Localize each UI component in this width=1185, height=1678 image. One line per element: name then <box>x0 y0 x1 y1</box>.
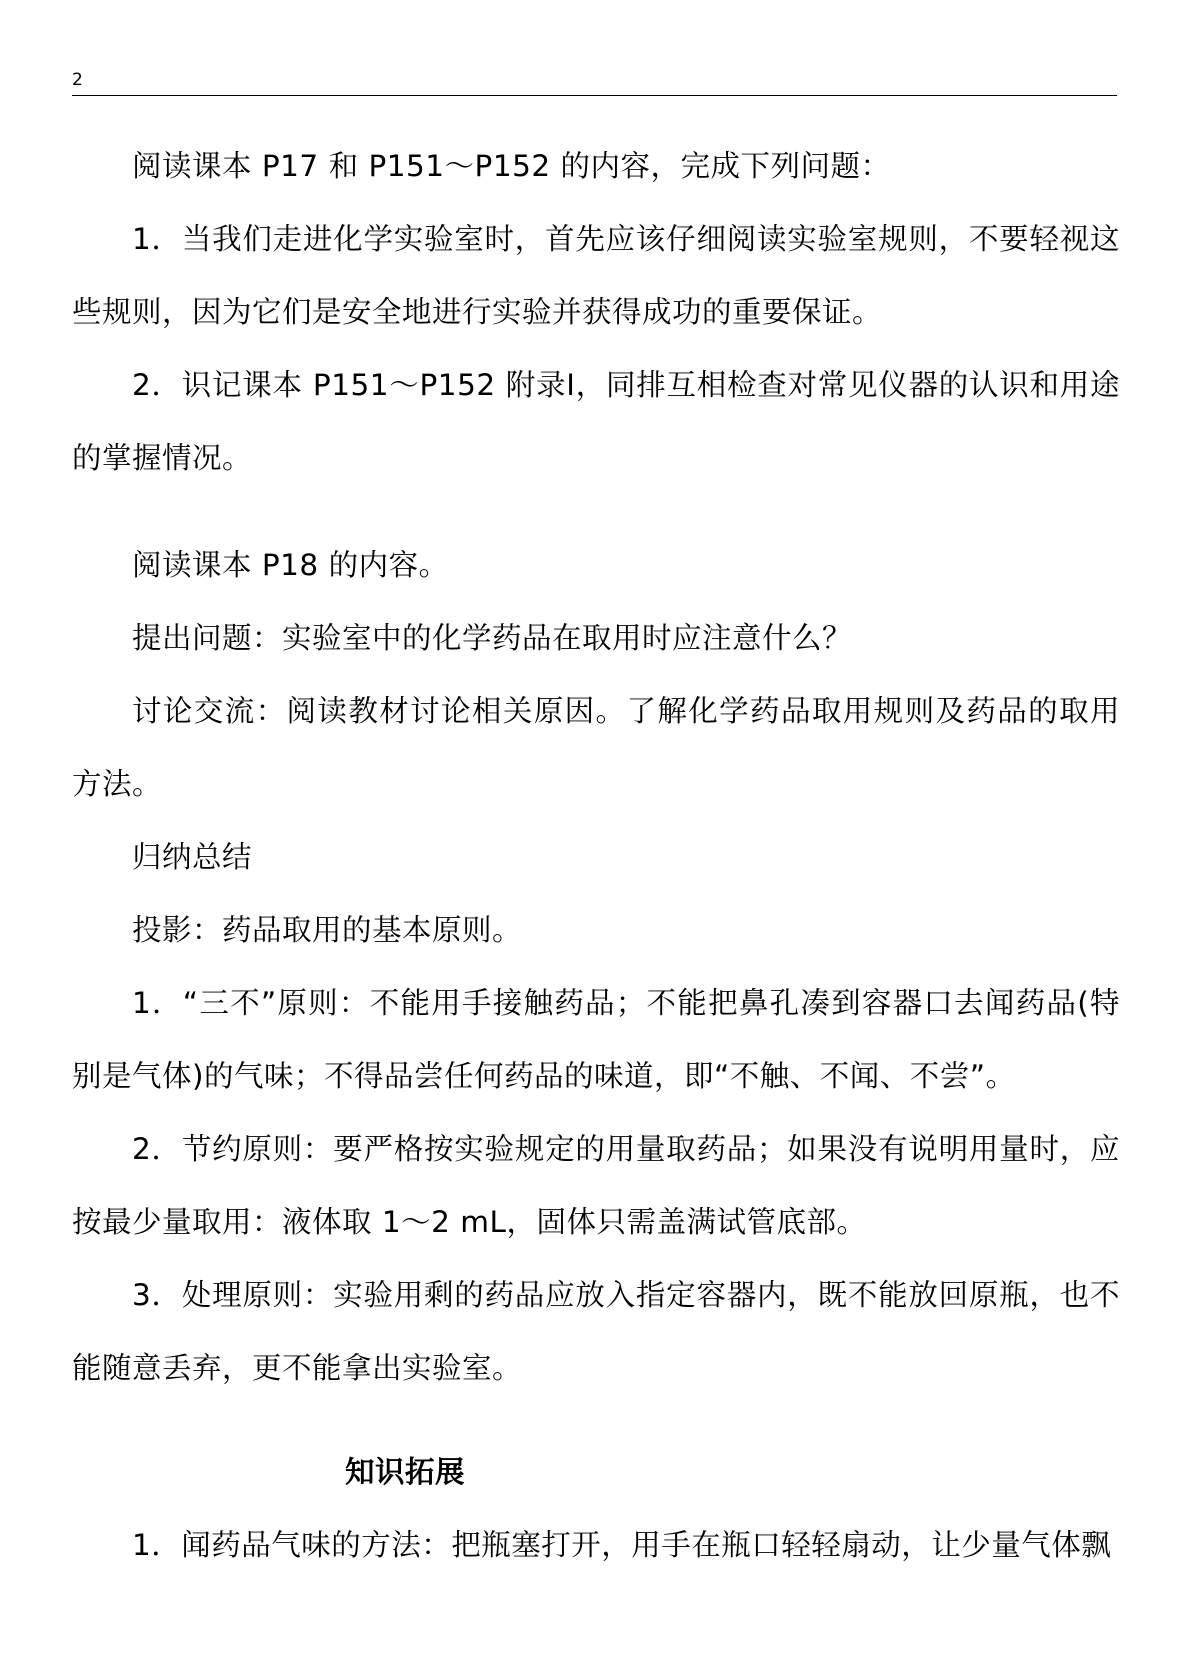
paragraph-lab-rules: 1．当我们走进化学实验室时，首先应该仔细阅读实验室规则，不要轻视这些规则，因为它们是安全地进行实验并获得成功的重要保证。 <box>72 222 1120 329</box>
document-body <box>72 130 1120 1582</box>
paragraph-disposal-principle: 3．处理原则：实验用剩的药品应放入指定容器内，既不能放回原瓶，也不能随意丢弃，更不能拿出实验室。 <box>72 1278 1120 1385</box>
paragraph-reading-assignment-1: 阅读课本 P17 和 P151～P152 的内容，完成下列问题： <box>132 149 891 183</box>
paragraph-discussion: 讨论交流：阅读教材讨论相关原因。了解化学药品取用规则及药品的取用方法。 <box>72 694 1120 801</box>
paragraph-smell-method: 1．闻药品气味的方法：把瓶塞打开，用手在瓶口轻轻扇动，让少量气体飘 <box>132 1528 1112 1562</box>
paragraph-reading-assignment-2: 阅读课本 P18 的内容。 <box>132 548 449 582</box>
paragraph-question: 提出问题：实验室中的化学药品在取用时应注意什么？ <box>132 621 853 655</box>
paragraph-three-no-principle: 1．“三不”原则：不能用手接触药品；不能把鼻孔凑到容器口去闻药品(特别是气体)的气味；不得品尝任何药品的味道，即“不触、不闻、不尝”。 <box>72 986 1120 1093</box>
section-heading: 知识拓展 <box>345 1455 466 1489</box>
paragraph-instruments: 2．识记课本 P151～P152 附录Ⅰ，同排互相检查对常见仪器的认识和用途的掌握情况。 <box>72 368 1120 475</box>
page-number: 2 <box>72 70 83 90</box>
paragraph-summary-label: 归纳总结 <box>132 840 253 874</box>
paragraph-projection: 投影：药品取用的基本原则。 <box>132 913 523 947</box>
header-rule <box>72 95 1117 96</box>
paragraph-economy-principle: 2．节约原则：要严格按实验规定的用量取药品；如果没有说明用量时，应按最少量取用：液体取 1～2 mL，固体只需盖满试管底部。 <box>72 1132 1120 1239</box>
